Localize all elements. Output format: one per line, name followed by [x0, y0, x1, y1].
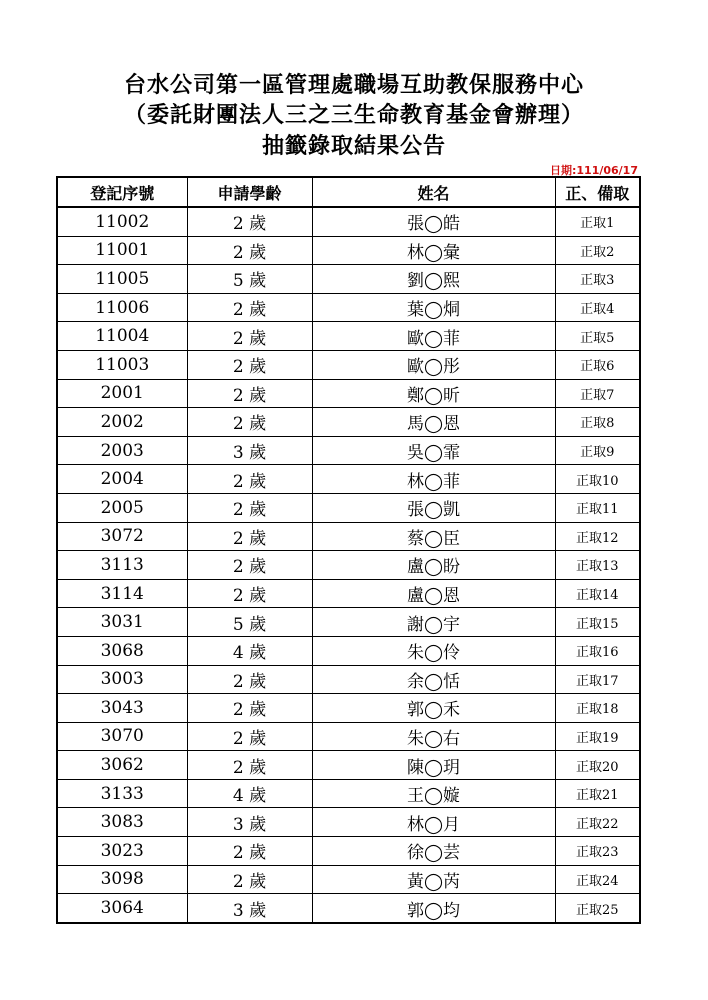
registration-no-cell: 3098 — [57, 865, 187, 894]
age-cell: 2 歲 — [187, 207, 312, 236]
age-cell: 2 歲 — [187, 694, 312, 723]
registration-no-cell: 3064 — [57, 894, 187, 923]
name-cell: 吳◯霏 — [312, 436, 555, 465]
age-cell: 2 歲 — [187, 493, 312, 522]
age-cell: 2 歲 — [187, 236, 312, 265]
registration-no-cell: 3072 — [57, 522, 187, 551]
name-cell: 郭◯均 — [312, 894, 555, 923]
name-cell: 劉◯熙 — [312, 265, 555, 294]
status-cell: 正取5 — [555, 322, 640, 351]
registration-no-cell: 3113 — [57, 551, 187, 580]
announcement-date: 日期:111/06/17 — [549, 164, 638, 177]
status-cell: 正取25 — [555, 894, 640, 923]
age-cell: 2 歲 — [187, 751, 312, 780]
name-cell: 歐◯菲 — [312, 322, 555, 351]
name-cell: 鄭◯昕 — [312, 379, 555, 408]
status-cell: 正取14 — [555, 579, 640, 608]
registration-no-cell: 2004 — [57, 465, 187, 494]
registration-no-cell: 3003 — [57, 665, 187, 694]
name-cell: 歐◯彤 — [312, 350, 555, 379]
status-cell: 正取15 — [555, 608, 640, 637]
column-header-registration-no: 登記序號 — [57, 177, 187, 207]
registration-no-cell: 11006 — [57, 293, 187, 322]
registration-no-cell: 2003 — [57, 436, 187, 465]
status-cell: 正取18 — [555, 694, 640, 723]
table-row — [57, 493, 640, 522]
table-row — [57, 837, 640, 866]
name-cell: 盧◯盼 — [312, 551, 555, 580]
name-cell: 謝◯宇 — [312, 608, 555, 637]
status-cell: 正取7 — [555, 379, 640, 408]
table-row — [57, 779, 640, 808]
registration-no-cell: 11002 — [57, 207, 187, 236]
age-cell: 2 歲 — [187, 551, 312, 580]
registration-no-cell: 2005 — [57, 493, 187, 522]
table-row — [57, 865, 640, 894]
table-row — [57, 751, 640, 780]
status-cell: 正取1 — [555, 207, 640, 236]
status-cell: 正取20 — [555, 751, 640, 780]
table-row — [57, 894, 640, 923]
age-cell: 2 歲 — [187, 322, 312, 351]
table-row — [57, 694, 640, 723]
column-header-name: 姓名 — [312, 177, 555, 207]
name-cell: 徐◯芸 — [312, 837, 555, 866]
table-row — [57, 436, 640, 465]
name-cell: 王◯嫙 — [312, 779, 555, 808]
age-cell: 4 歲 — [187, 636, 312, 665]
name-cell: 林◯菲 — [312, 465, 555, 494]
registration-no-cell: 3114 — [57, 579, 187, 608]
registration-no-cell: 11005 — [57, 265, 187, 294]
table-row — [57, 207, 640, 236]
table-row — [57, 379, 640, 408]
registration-no-cell: 11001 — [57, 236, 187, 265]
age-cell: 2 歲 — [187, 408, 312, 437]
name-cell: 郭◯禾 — [312, 694, 555, 723]
table-row — [57, 579, 640, 608]
table-row — [57, 636, 640, 665]
name-cell: 余◯恬 — [312, 665, 555, 694]
name-cell: 葉◯烔 — [312, 293, 555, 322]
age-cell: 2 歲 — [187, 293, 312, 322]
age-cell: 2 歲 — [187, 837, 312, 866]
age-cell: 2 歲 — [187, 665, 312, 694]
age-cell: 3 歲 — [187, 894, 312, 923]
table-row — [57, 465, 640, 494]
table-row — [57, 408, 640, 437]
table-row — [57, 722, 640, 751]
name-cell: 蔡◯臣 — [312, 522, 555, 551]
status-cell: 正取8 — [555, 408, 640, 437]
status-cell: 正取2 — [555, 236, 640, 265]
status-cell: 正取16 — [555, 636, 640, 665]
age-cell: 5 歲 — [187, 608, 312, 637]
registration-no-cell: 3062 — [57, 751, 187, 780]
registration-no-cell: 2001 — [57, 379, 187, 408]
status-cell: 正取19 — [555, 722, 640, 751]
table-row — [57, 608, 640, 637]
status-cell: 正取11 — [555, 493, 640, 522]
age-cell: 2 歲 — [187, 350, 312, 379]
table-row — [57, 665, 640, 694]
age-cell: 2 歲 — [187, 865, 312, 894]
table-row — [57, 236, 640, 265]
age-cell: 4 歲 — [187, 779, 312, 808]
status-cell: 正取3 — [555, 265, 640, 294]
age-cell: 2 歲 — [187, 379, 312, 408]
registration-no-cell: 2002 — [57, 408, 187, 437]
name-cell: 林◯月 — [312, 808, 555, 837]
lottery-results-table — [56, 176, 641, 924]
age-cell: 2 歲 — [187, 465, 312, 494]
column-header-status: 正、備取 — [555, 177, 640, 207]
name-cell: 馬◯恩 — [312, 408, 555, 437]
status-cell: 正取6 — [555, 350, 640, 379]
column-header-age: 申請學齡 — [187, 177, 312, 207]
registration-no-cell: 3031 — [57, 608, 187, 637]
status-cell: 正取10 — [555, 465, 640, 494]
age-cell: 3 歲 — [187, 436, 312, 465]
announcement-title: 抽籤錄取結果公告 — [261, 134, 446, 159]
status-cell: 正取22 — [555, 808, 640, 837]
status-cell: 正取23 — [555, 837, 640, 866]
table-header-row — [57, 177, 640, 207]
table-row — [57, 522, 640, 551]
registration-no-cell: 3133 — [57, 779, 187, 808]
table-row — [57, 265, 640, 294]
status-cell: 正取9 — [555, 436, 640, 465]
age-cell: 2 歲 — [187, 722, 312, 751]
organization-title: 台水公司第一區管理處職場互助教保服務中心 — [123, 73, 584, 98]
name-cell: 張◯凱 — [312, 493, 555, 522]
name-cell: 朱◯伶 — [312, 636, 555, 665]
table-row — [57, 322, 640, 351]
name-cell: 朱◯右 — [312, 722, 555, 751]
age-cell: 2 歲 — [187, 579, 312, 608]
registration-no-cell: 3070 — [57, 722, 187, 751]
registration-no-cell: 11003 — [57, 350, 187, 379]
table-row — [57, 551, 640, 580]
age-cell: 5 歲 — [187, 265, 312, 294]
registration-no-cell: 3023 — [57, 837, 187, 866]
registration-no-cell: 3043 — [57, 694, 187, 723]
table-row — [57, 808, 640, 837]
name-cell: 林◯彙 — [312, 236, 555, 265]
name-cell: 黃◯芮 — [312, 865, 555, 894]
name-cell: 陳◯玥 — [312, 751, 555, 780]
organization-subtitle: （委託財團法人三之三生命教育基金會辦理） — [123, 103, 584, 128]
registration-no-cell: 11004 — [57, 322, 187, 351]
table-row — [57, 350, 640, 379]
name-cell: 盧◯恩 — [312, 579, 555, 608]
status-cell: 正取12 — [555, 522, 640, 551]
status-cell: 正取4 — [555, 293, 640, 322]
status-cell: 正取21 — [555, 779, 640, 808]
table-row — [57, 293, 640, 322]
age-cell: 3 歲 — [187, 808, 312, 837]
status-cell: 正取17 — [555, 665, 640, 694]
registration-no-cell: 3083 — [57, 808, 187, 837]
registration-no-cell: 3068 — [57, 636, 187, 665]
age-cell: 2 歲 — [187, 522, 312, 551]
table-body — [57, 207, 640, 923]
status-cell: 正取24 — [555, 865, 640, 894]
status-cell: 正取13 — [555, 551, 640, 580]
name-cell: 張◯皓 — [312, 207, 555, 236]
